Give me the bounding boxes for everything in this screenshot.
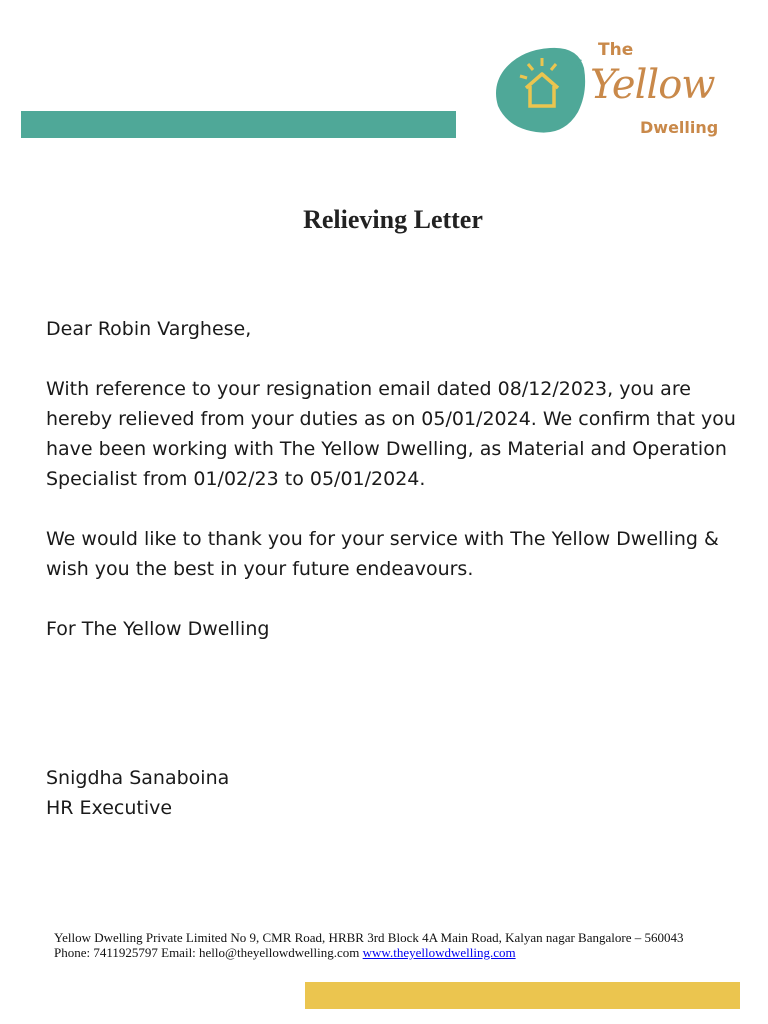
logo-text-the: The	[598, 40, 634, 60]
logo-text-yellow: Yellow	[590, 62, 715, 108]
salutation: Dear Robin Varghese,	[46, 318, 252, 340]
closing-line: For The Yellow Dwelling	[46, 618, 270, 640]
footer-website-link[interactable]: www.theyellowdwelling.com	[362, 945, 516, 960]
footer-yellow-bar	[305, 982, 740, 1009]
logo-text-dwelling: Dwelling	[640, 118, 719, 137]
letter-title: Relieving Letter	[303, 205, 483, 234]
footer-address: Yellow Dwelling Private Limited No 9, CMR Road, HRBR 3rd Block 4A Main Road, Kalyan nagar Bangalore – 560043 Phone: 7411925797 Email: hello@theyellowdwelling.com	[54, 930, 684, 960]
house-sun-icon	[490, 40, 590, 140]
body-paragraph-2: We would like to thank you for your service with The Yellow Dwelling & wish you the best in your future endeavours.	[46, 528, 719, 580]
signatory-title: HR Executive	[46, 797, 173, 819]
signatory-name: Snigdha Sanaboina	[46, 767, 230, 789]
footer-address-block	[54, 930, 714, 960]
body-paragraph-1: With reference to your resignation email dated 08/12/2023, you are hereby relieved from your duties as on 05/01/2024. We confirm that you have been working with The Yellow Dwelling, as Material and Operation Specialist from 01/02/23 to 05/01/2024.	[46, 378, 736, 490]
header-teal-bar	[21, 111, 456, 138]
company-logo	[490, 40, 745, 145]
